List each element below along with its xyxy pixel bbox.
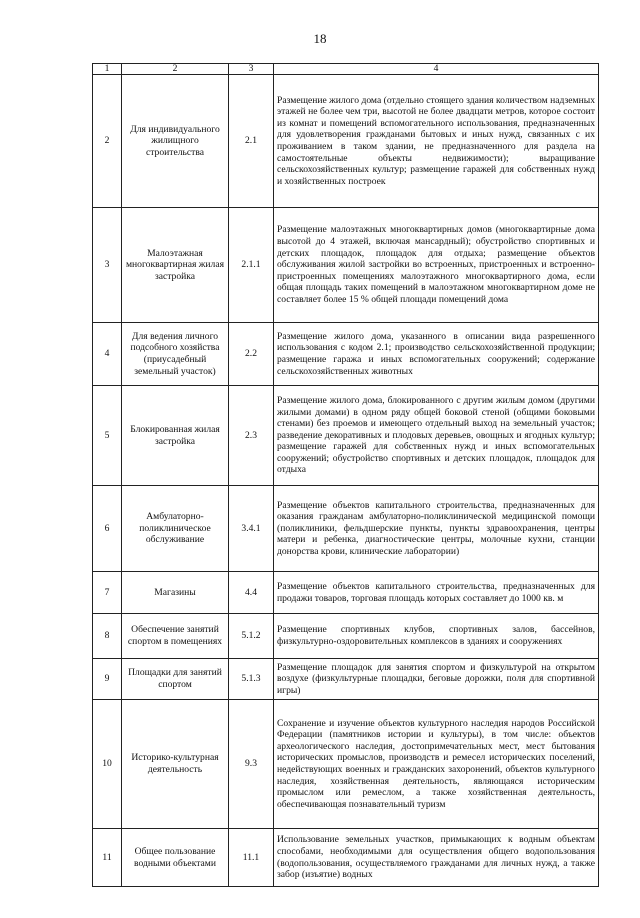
table-row xyxy=(93,572,599,614)
use-type-name: Малоэтажная многоквартирная жилая застройка xyxy=(122,208,229,323)
use-type-description: Размещение объектов капитального строительства, предназначенных для продажи товаров, торговая площадь которых составляет до 1000 кв. м xyxy=(274,572,599,614)
use-type-name: Общее пользование водными объектами xyxy=(122,829,229,887)
table-row xyxy=(93,614,599,659)
table-row xyxy=(93,659,599,700)
use-type-code: 2.1 xyxy=(229,75,274,208)
use-type-code: 2.3 xyxy=(229,386,274,486)
use-type-code: 5.1.3 xyxy=(229,659,274,700)
use-type-code: 2.2 xyxy=(229,323,274,386)
table-header-row xyxy=(93,64,599,75)
use-type-name: Для ведения личного подсобного хозяйства (приусадебный земельный участок) xyxy=(122,323,229,386)
use-type-code: 11.1 xyxy=(229,829,274,887)
header-col-4: 4 xyxy=(274,64,599,75)
use-type-name: Для индивидуального жилищного строительства xyxy=(122,75,229,208)
row-number: 4 xyxy=(93,323,122,386)
table-row xyxy=(93,75,599,208)
table-row xyxy=(93,700,599,829)
table-row xyxy=(93,829,599,887)
use-type-description: Размещение жилого дома, указанного в описании вида разрешенного использования с кодом 2.1; производство сельскохозяйственной продукции; размещение гаража и иных вспомогательных сооружений; содержание сельскохозяйственных животных xyxy=(274,323,599,386)
use-type-code: 4.4 xyxy=(229,572,274,614)
use-type-description: Размещение спортивных клубов, спортивных залов, бассейнов, физкультурно-оздоровительных комплексов в зданиях и сооружениях xyxy=(274,614,599,659)
use-type-name: Площадки для занятий спортом xyxy=(122,659,229,700)
use-type-description: Размещение площадок для занятия спортом и физкультурой на открытом воздухе (физкультурные площадки, беговые дорожки, поля для спортивной игры) xyxy=(274,659,599,700)
row-number: 11 xyxy=(93,829,122,887)
use-type-description: Использование земельных участков, примыкающих к водным объектам способами, необходимыми для осуществления общего водопользования (водопользования, осуществляемого гражданами для личных нужд, а также забор (изъятие) водных xyxy=(274,829,599,887)
use-type-description: Размещение объектов капитального строительства, предназначенных для оказания гражданам амбулаторно-поликлинической медицинской помощи (поликлиники, фельдшерские пункты, пункты здравоохранения, центры матери и ребенка, диагностические центры, молочные кухни, станции донорства крови, клинические лаборатории) xyxy=(274,486,599,572)
page-number: 18 xyxy=(313,31,327,46)
use-type-description: Размещение жилого дома, блокированного с другим жилым домом (другими жилыми домами) в одном ряду общей боковой стеной (общими боковыми стенами) без проемов и имеющего отдельный выход на земельный участок; разведение декоративных и плодовых деревьев, овощных и ягодных культур; размещение гаражей для собственных нужд и иных вспомогательных сооружений; обустройство спортивных и детских площадок, площадок для отдыха xyxy=(274,386,599,486)
row-number: 8 xyxy=(93,614,122,659)
use-type-description: Сохранение и изучение объектов культурного наследия народов Российской Федерации (памятников истории и культуры), в том числе: объектов археологического наследия, достопримечательных мест, мест бытования исторических промыслов, производств и ремесел исторических поселений, недействующих военных и гражданских захоронений, объектов культурного наследия, хозяйственная деятельность, являющаяся историческим промыслом или ремеслом, а также хозяйственная деятельность, обеспечивающая познавательный туризм xyxy=(274,700,599,829)
use-type-name: Блокированная жилая застройка xyxy=(122,386,229,486)
row-number: 10 xyxy=(93,700,122,829)
use-type-description: Размещение малоэтажных многоквартирных домов (многоквартирные дома высотой до 4 этажей, включая мансардный); обустройство спортивных и детских площадок, площадок для отдыха; размещение объектов обслуживания жилой застройки во встроенных, пристроенных и встроенно-пристроенных помещениях малоэтажного многоквартирного дома, если общая площадь таких помещений в малоэтажном многоквартирном доме не составляет более 15 % общей площади помещений дома xyxy=(274,208,599,323)
use-type-code: 3.4.1 xyxy=(229,486,274,572)
use-type-name: Историко-культурная деятельность xyxy=(122,700,229,829)
row-number: 2 xyxy=(93,75,122,208)
table-row xyxy=(93,486,599,572)
header-col-3: 3 xyxy=(229,64,274,75)
table-row xyxy=(93,323,599,386)
row-number: 6 xyxy=(93,486,122,572)
use-type-name: Магазины xyxy=(122,572,229,614)
use-type-name: Амбулаторно-поликлиническое обслуживание xyxy=(122,486,229,572)
header-col-2: 2 xyxy=(122,64,229,75)
header-col-1: 1 xyxy=(93,64,122,75)
use-type-code: 2.1.1 xyxy=(229,208,274,323)
row-number: 5 xyxy=(93,386,122,486)
table-row xyxy=(93,208,599,323)
land-use-table xyxy=(92,63,599,887)
table-row xyxy=(93,386,599,486)
use-type-name: Обеспечение занятий спортом в помещениях xyxy=(122,614,229,659)
row-number: 7 xyxy=(93,572,122,614)
use-type-code: 9.3 xyxy=(229,700,274,829)
row-number: 3 xyxy=(93,208,122,323)
use-type-description: Размещение жилого дома (отдельно стоящего здания количеством надземных этажей не более чем три, высотой не более двадцати метров, которое состоит из комнат и помещений вспомогательного использования, предназначенных для удовлетворения гражданами бытовых и иных нужд, связанных с их проживанием в таком здании, не предназначенного для раздела на самостоятельные объекты недвижимости); выращивание сельскохозяйственных культур; размещение гаражей для собственных нужд и хозяйственных построек xyxy=(274,75,599,208)
row-number: 9 xyxy=(93,659,122,700)
use-type-code: 5.1.2 xyxy=(229,614,274,659)
